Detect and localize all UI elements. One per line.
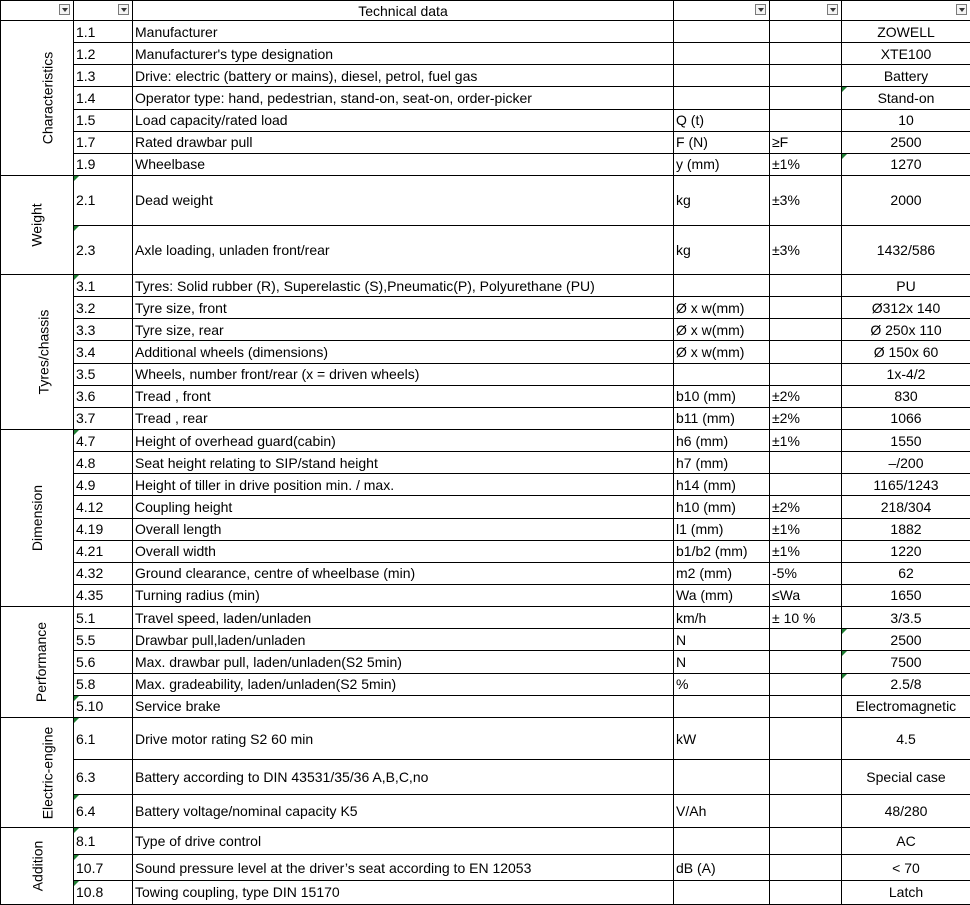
- item-number: 4.8: [74, 452, 133, 474]
- section-label: Addition: [30, 841, 44, 892]
- item-description: Drawbar pull,laden/unladen: [133, 629, 674, 651]
- item-tolerance: [770, 65, 842, 87]
- item-unit: V/Ah: [674, 794, 770, 827]
- table-row: [1, 651, 970, 673]
- item-tolerance: [770, 629, 842, 651]
- item-tolerance: ±1%: [770, 540, 842, 562]
- item-tolerance: [770, 651, 842, 673]
- item-description: Operator type: hand, pedestrian, stand-on, seat-on, order-picker: [133, 87, 674, 109]
- item-unit: [674, 760, 770, 794]
- item-description: Battery voltage/nominal capacity K5: [133, 794, 674, 827]
- table-row: [1, 794, 970, 827]
- item-number: 1.4: [74, 87, 133, 109]
- section-label-cell: [1, 176, 74, 275]
- section-label-cell: [1, 21, 74, 176]
- item-value: 2500: [842, 131, 970, 153]
- table-row: [1, 319, 970, 341]
- item-tolerance: [770, 673, 842, 695]
- item-number: 5.8: [74, 673, 133, 695]
- table-row: [1, 363, 970, 385]
- cell-comment-marker: [842, 651, 847, 656]
- section-label: Performance: [34, 622, 48, 702]
- item-unit: [674, 880, 770, 904]
- item-description: Tread , front: [133, 385, 674, 407]
- item-value: 3/3.5: [842, 607, 970, 629]
- table-row: [1, 474, 970, 496]
- table-row: [1, 43, 970, 65]
- section-label: Weight: [30, 203, 44, 246]
- item-unit: [674, 87, 770, 109]
- item-description: Manufacturer's type designation: [133, 43, 674, 65]
- item-tolerance: [770, 794, 842, 827]
- item-tolerance: [770, 363, 842, 385]
- item-description: Turning radius (min): [133, 584, 674, 606]
- item-value: Ø312x 140: [842, 297, 970, 319]
- cell-comment-marker: [74, 855, 79, 860]
- item-description: Additional wheels (dimensions): [133, 341, 674, 363]
- item-value: Latch: [842, 880, 970, 904]
- item-tolerance: ±2%: [770, 496, 842, 518]
- item-value: 1432/586: [842, 225, 970, 275]
- item-unit: Wa (mm): [674, 584, 770, 606]
- cell-comment-marker: [74, 718, 79, 723]
- item-value: AC: [842, 828, 970, 855]
- item-number: 2.1: [74, 176, 133, 226]
- cell-comment-marker: [74, 795, 79, 800]
- table-row: [1, 297, 970, 319]
- item-number: 4.21: [74, 540, 133, 562]
- item-unit: Ø x w(mm): [674, 341, 770, 363]
- header-cell: [1, 1, 74, 21]
- table-row: [1, 176, 970, 226]
- item-number: 1.1: [74, 21, 133, 43]
- item-unit: h10 (mm): [674, 496, 770, 518]
- item-unit: b11 (mm): [674, 407, 770, 429]
- item-description: Dead weight: [133, 176, 674, 226]
- item-description: Coupling height: [133, 496, 674, 518]
- item-description: Max. drawbar pull, laden/unladen(S2 5min): [133, 651, 674, 673]
- section-label-cell: [1, 430, 74, 607]
- table-row: [1, 855, 970, 880]
- cell-comment-marker: [842, 87, 847, 92]
- item-unit: l1 (mm): [674, 518, 770, 540]
- table-row: [1, 760, 970, 794]
- item-unit: N: [674, 629, 770, 651]
- header-cell: [74, 1, 133, 21]
- item-unit: [674, 695, 770, 717]
- item-number: 4.35: [74, 584, 133, 606]
- item-value: 62: [842, 562, 970, 584]
- item-value: 1270: [842, 153, 970, 175]
- item-number: 1.9: [74, 153, 133, 175]
- item-value: Ø 250x 110: [842, 319, 970, 341]
- table-row: [1, 607, 970, 629]
- item-tolerance: [770, 695, 842, 717]
- table-row: [1, 540, 970, 562]
- table-row: [1, 407, 970, 429]
- table-row: [1, 562, 970, 584]
- item-tolerance: [770, 760, 842, 794]
- item-number: 6.4: [74, 794, 133, 827]
- item-value: 2000: [842, 176, 970, 226]
- table-row: [1, 518, 970, 540]
- item-description: Battery according to DIN 43531/35/36 A,B,C,no: [133, 760, 674, 794]
- table-row: [1, 584, 970, 606]
- item-value: Ø 150x 60: [842, 341, 970, 363]
- item-unit: Ø x w(mm): [674, 319, 770, 341]
- header-cell: [842, 1, 970, 21]
- section-label-cell: [1, 718, 74, 828]
- item-unit: %: [674, 673, 770, 695]
- item-number: 3.1: [74, 275, 133, 297]
- item-value: 1220: [842, 540, 970, 562]
- item-description: Overall width: [133, 540, 674, 562]
- filter-dropdown-button[interactable]: [118, 4, 129, 15]
- item-value: 1x-4/2: [842, 363, 970, 385]
- item-unit: [674, 828, 770, 855]
- section-label: Characteristics: [40, 52, 54, 145]
- item-description: Axle loading, unladen front/rear: [133, 225, 674, 275]
- cell-comment-marker: [74, 430, 79, 435]
- section-label: Dimension: [30, 485, 44, 551]
- item-unit: b1/b2 (mm): [674, 540, 770, 562]
- cell-comment-marker: [74, 226, 79, 231]
- item-description: Sound pressure level at the driver’s seat according to EN 12053: [133, 855, 674, 880]
- item-unit: [674, 275, 770, 297]
- item-value: ZOWELL: [842, 21, 970, 43]
- item-tolerance: [770, 452, 842, 474]
- cell-comment-marker: [842, 674, 847, 679]
- item-number: 6.1: [74, 718, 133, 760]
- item-value: 2.5/8: [842, 673, 970, 695]
- item-description: Tyre size, front: [133, 297, 674, 319]
- item-number: 6.3: [74, 760, 133, 794]
- header-title: Technical data: [133, 1, 674, 21]
- item-number: 10.7: [74, 855, 133, 880]
- item-unit: N: [674, 651, 770, 673]
- item-unit: b10 (mm): [674, 385, 770, 407]
- filter-dropdown-button[interactable]: [59, 4, 70, 15]
- item-description: Tread , rear: [133, 407, 674, 429]
- item-unit: [674, 363, 770, 385]
- item-unit: dB (A): [674, 855, 770, 880]
- item-description: Travel speed, laden/unladen: [133, 607, 674, 629]
- cell-comment-marker: [842, 629, 847, 634]
- item-description: Type of drive control: [133, 828, 674, 855]
- header-cell: [674, 1, 770, 21]
- item-description: Service brake: [133, 695, 674, 717]
- item-value: 1550: [842, 430, 970, 452]
- item-unit: [674, 21, 770, 43]
- item-value: 1650: [842, 584, 970, 606]
- item-number: 1.5: [74, 109, 133, 131]
- item-tolerance: [770, 275, 842, 297]
- item-tolerance: ±1%: [770, 430, 842, 452]
- item-tolerance: ±1%: [770, 518, 842, 540]
- cell-comment-marker: [74, 275, 79, 280]
- item-number: 5.5: [74, 629, 133, 651]
- filter-dropdown-button[interactable]: [956, 4, 967, 15]
- table-row: [1, 385, 970, 407]
- item-unit: kg: [674, 225, 770, 275]
- item-number: 3.3: [74, 319, 133, 341]
- item-tolerance: ± 10 %: [770, 607, 842, 629]
- item-tolerance: ≥F: [770, 131, 842, 153]
- item-value: 48/280: [842, 794, 970, 827]
- item-description: Height of tiller in drive position min. / max.: [133, 474, 674, 496]
- item-tolerance: ±3%: [770, 176, 842, 226]
- item-number: 1.2: [74, 43, 133, 65]
- item-value: 1882: [842, 518, 970, 540]
- item-number: 4.19: [74, 518, 133, 540]
- item-tolerance: [770, 341, 842, 363]
- item-description: Towing coupling, type DIN 15170: [133, 880, 674, 904]
- item-description: Rated drawbar pull: [133, 131, 674, 153]
- cell-comment-marker: [842, 154, 847, 159]
- item-value: < 70: [842, 855, 970, 880]
- item-number: 10.8: [74, 880, 133, 904]
- section-label-cell: [1, 828, 74, 905]
- table-row: [1, 65, 970, 87]
- section-label: Tyres/chassis: [36, 310, 50, 395]
- item-description: Seat height relating to SIP/stand height: [133, 452, 674, 474]
- item-number: 3.5: [74, 363, 133, 385]
- item-description: Tyres: Solid rubber (R), Superelastic (S),Pneumatic(P), Polyurethane (PU): [133, 275, 674, 297]
- item-tolerance: [770, 297, 842, 319]
- item-tolerance: [770, 880, 842, 904]
- table-row: [1, 153, 970, 175]
- filter-dropdown-button[interactable]: [827, 4, 838, 15]
- item-tolerance: ±3%: [770, 225, 842, 275]
- table-row: [1, 452, 970, 474]
- item-tolerance: [770, 319, 842, 341]
- item-description: Max. gradeability, laden/unladen(S2 5min): [133, 673, 674, 695]
- cell-comment-marker: [74, 176, 79, 181]
- table-row: [1, 880, 970, 904]
- item-unit: Ø x w(mm): [674, 297, 770, 319]
- table-row: [1, 341, 970, 363]
- item-number: 5.10: [74, 695, 133, 717]
- item-description: Drive motor rating S2 60 min: [133, 718, 674, 760]
- filter-dropdown-button[interactable]: [755, 4, 766, 15]
- table-row: [1, 225, 970, 275]
- item-description: Height of overhead guard(cabin): [133, 430, 674, 452]
- item-number: 5.6: [74, 651, 133, 673]
- table-row: [1, 109, 970, 131]
- item-unit: [674, 43, 770, 65]
- item-description: Overall length: [133, 518, 674, 540]
- item-description: Manufacturer: [133, 21, 674, 43]
- item-tolerance: [770, 21, 842, 43]
- item-unit: F (N): [674, 131, 770, 153]
- item-description: Ground clearance, centre of wheelbase (min): [133, 562, 674, 584]
- table-row: [1, 275, 970, 297]
- item-value: 830: [842, 385, 970, 407]
- table-row: [1, 718, 970, 760]
- item-unit: Q (t): [674, 109, 770, 131]
- item-tolerance: [770, 87, 842, 109]
- item-unit: [674, 65, 770, 87]
- item-number: 3.6: [74, 385, 133, 407]
- item-value: XTE100: [842, 43, 970, 65]
- item-value: 1165/1243: [842, 474, 970, 496]
- table-row: [1, 131, 970, 153]
- item-value: Special case: [842, 760, 970, 794]
- item-tolerance: [770, 109, 842, 131]
- table-row: [1, 21, 970, 43]
- header-row: [1, 1, 970, 21]
- item-description: Load capacity/rated load: [133, 109, 674, 131]
- item-unit: km/h: [674, 607, 770, 629]
- item-number: 3.2: [74, 297, 133, 319]
- item-unit: m2 (mm): [674, 562, 770, 584]
- item-value: 10: [842, 109, 970, 131]
- item-unit: h14 (mm): [674, 474, 770, 496]
- item-number: 5.1: [74, 607, 133, 629]
- table-row: [1, 87, 970, 109]
- item-value: 4.5: [842, 718, 970, 760]
- section-label: Electric-engine: [40, 726, 54, 819]
- section-label-cell: [1, 607, 74, 718]
- item-value: 1066: [842, 407, 970, 429]
- item-tolerance: ±2%: [770, 385, 842, 407]
- item-value: 7500: [842, 651, 970, 673]
- header-cell: [770, 1, 842, 21]
- item-value: 218/304: [842, 496, 970, 518]
- item-unit: y (mm): [674, 153, 770, 175]
- item-tolerance: -5%: [770, 562, 842, 584]
- item-number: 1.7: [74, 131, 133, 153]
- item-number: 4.32: [74, 562, 133, 584]
- item-number: 4.12: [74, 496, 133, 518]
- item-tolerance: [770, 43, 842, 65]
- item-value: Electromagnetic: [842, 695, 970, 717]
- item-number: 3.7: [74, 407, 133, 429]
- item-number: 4.9: [74, 474, 133, 496]
- table-row: [1, 673, 970, 695]
- item-value: Battery: [842, 65, 970, 87]
- item-description: Tyre size, rear: [133, 319, 674, 341]
- item-tolerance: ±2%: [770, 407, 842, 429]
- item-value: Stand-on: [842, 87, 970, 109]
- cell-comment-marker: [74, 828, 79, 833]
- item-tolerance: ±1%: [770, 153, 842, 175]
- item-number: 1.3: [74, 65, 133, 87]
- item-number: 4.7: [74, 430, 133, 452]
- item-description: Drive: electric (battery or mains), diesel, petrol, fuel gas: [133, 65, 674, 87]
- item-unit: h6 (mm): [674, 430, 770, 452]
- item-number: 3.4: [74, 341, 133, 363]
- item-tolerance: [770, 474, 842, 496]
- item-tolerance: ≤Wa: [770, 584, 842, 606]
- item-unit: kW: [674, 718, 770, 760]
- item-value: –/200: [842, 452, 970, 474]
- item-tolerance: [770, 718, 842, 760]
- table-row: [1, 430, 970, 452]
- cell-comment-marker: [74, 881, 79, 886]
- item-unit: kg: [674, 176, 770, 226]
- cell-comment-marker: [74, 696, 79, 701]
- item-unit: h7 (mm): [674, 452, 770, 474]
- table-row: [1, 496, 970, 518]
- item-value: 2500: [842, 629, 970, 651]
- item-tolerance: [770, 855, 842, 880]
- section-label-cell: [1, 275, 74, 430]
- table-row: [1, 629, 970, 651]
- item-tolerance: [770, 828, 842, 855]
- item-number: 8.1: [74, 828, 133, 855]
- item-description: Wheels, number front/rear (x = driven wheels): [133, 363, 674, 385]
- item-number: 2.3: [74, 225, 133, 275]
- item-value: PU: [842, 275, 970, 297]
- item-description: Wheelbase: [133, 153, 674, 175]
- table-row: [1, 695, 970, 717]
- table-row: [1, 828, 970, 855]
